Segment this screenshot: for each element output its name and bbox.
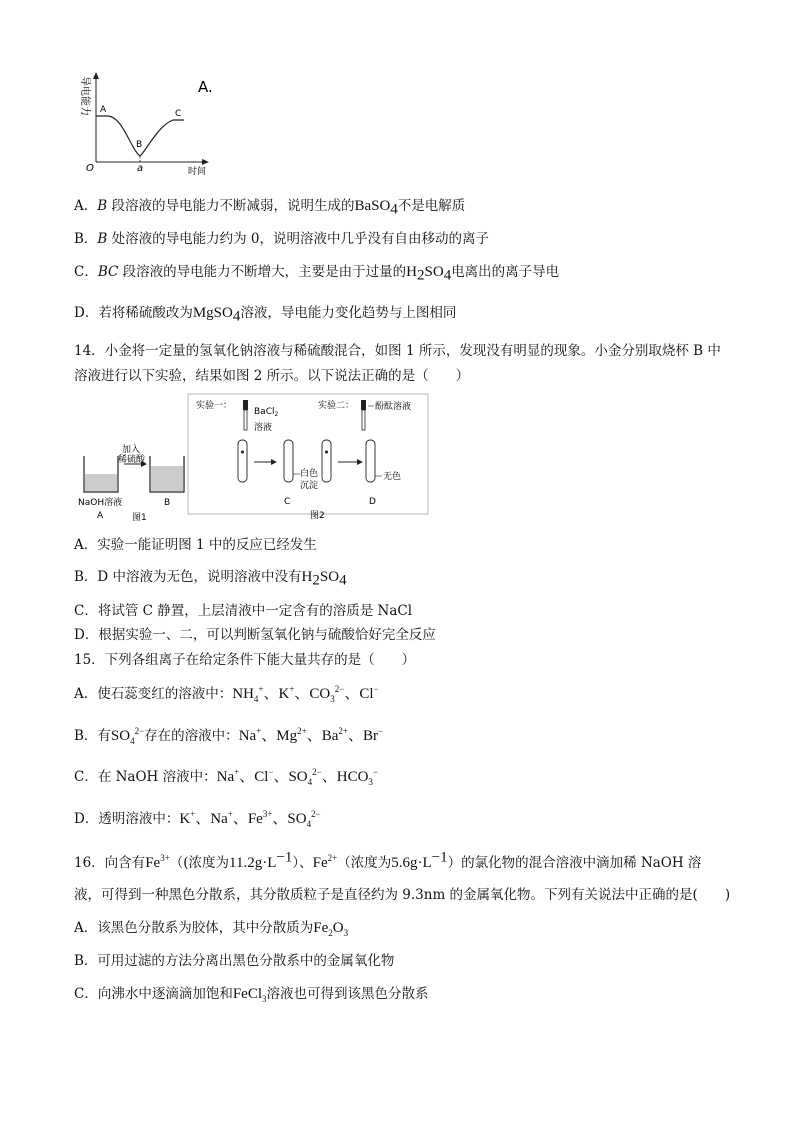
q15-option-d[interactable]: D．透明溶液中：K+、Na+、$Fe^{3+}$、$SO_4^{2-}$ <box>74 809 321 829</box>
beaker-a-label: A <box>97 511 104 521</box>
q15-option-a[interactable]: A．使石蕊变红的溶液中：$NH_4^+$、K+、$CO_3^{2-}$、Cl− <box>74 684 379 704</box>
bacl2-label: BaCl$_2$ <box>254 407 279 418</box>
tube-d-label: D <box>369 497 376 507</box>
beaker-b-label: B <box>164 498 171 508</box>
q14-stem-line1: 14．小金将一定量的氢氧化钠溶液与稀硫酸混合，如图 1 所示，发现没有明显的现象。小金分别取烧杯 B 中 <box>74 343 721 359</box>
x-axis-label: 时间 <box>188 167 207 177</box>
fig2-label: 图2 <box>310 511 325 521</box>
colorless-label: 无色 <box>383 472 402 482</box>
q14-option-c[interactable]: C．将试管 C 静置，上层清液中一定含有的溶质是 NaCl <box>74 603 413 619</box>
q16-option-a[interactable]: A．该黑色分散系为胶体，其中分散质为$Fe_2O_3$ <box>74 920 349 938</box>
graph-label: A. <box>198 78 213 96</box>
conductivity-graph <box>78 70 238 185</box>
q13-option-b[interactable]: B．B 处溶液的导电能力约为 0，说明溶液中几乎没有自由移动的离子 <box>74 231 490 247</box>
q14-figure <box>78 392 438 522</box>
fig1-label: 图1 <box>132 513 147 522</box>
naoh-label: NaOH溶液 <box>78 498 123 508</box>
q13-option-d[interactable]: D．若将稀硫酸改为MgSO$_4$溶液，导电能力变化趋势与上图相同 <box>74 305 457 325</box>
white-label: 白色 <box>300 469 319 479</box>
x-mark-label: a <box>137 163 144 174</box>
point-b: B <box>136 140 143 150</box>
precipitate-label: 沉淀 <box>300 481 319 491</box>
q16-option-c[interactable]: C．向沸水中逐滴滴加饱和FeCl$_3$溶液也可得到该黑色分散系 <box>74 986 429 1004</box>
q15-option-c[interactable]: C．在 NaOH 溶液中：Na+、Cl−、$SO_4^{2-}$、$HCO_3^-$ <box>74 767 378 787</box>
q14-stem-line2: 溶液进行以下实验，结果如图 2 所示。以下说法正确的是（ ） <box>74 368 470 384</box>
q16-option-b[interactable]: B．可用过滤的方法分离出黑色分散系中的金属氧化物 <box>74 953 395 969</box>
phenol-label: 酚酞溶液 <box>375 402 412 412</box>
q14-option-d[interactable]: D．根据实验一、二，可以判断氢氧化钠与硫酸恰好完全反应 <box>74 627 436 643</box>
bacl2-solution-label: 溶液 <box>254 423 273 433</box>
acid-label: 稀硫酸 <box>118 455 146 465</box>
tube-c-label: C <box>284 497 291 507</box>
y-axis-label: 导电能力 <box>79 76 90 116</box>
point-a: A <box>100 105 107 115</box>
add-label: 加入 <box>122 445 141 455</box>
origin-label: O <box>86 163 94 174</box>
q13-option-a[interactable]: A．B 段溶液的导电能力不断减弱，说明生成的BaSO$_4$不是电解质 <box>74 198 466 218</box>
q13-option-c[interactable]: C．BC 段溶液的导电能力不断增大，主要是由于过量的$H_2SO_4$电离出的离子导电 <box>74 264 560 284</box>
q14-option-a[interactable]: A．实验一能证明图 1 中的反应已经发生 <box>74 537 317 553</box>
exp2-label: 实验二： <box>318 401 355 411</box>
q15-stem: 15．下列各组离子在给定条件下能大量共存的是（ ） <box>74 652 416 668</box>
q16-stem-line2: 液，可得到一种黑色分散系，其分散质粒子是直径约为 9.3nm 的金属氧化物。下列有关说法中正确的是( ) <box>74 887 731 903</box>
q15-option-b[interactable]: B．有$SO_4^{2-}$存在的溶液中：Na+、$Mg^{2+}$、$Ba^{2+}$、Br− <box>74 726 384 746</box>
point-c: C <box>175 109 182 119</box>
q16-stem-line1: 16．向含有$Fe^{3+}$（(浓度为$11.2g\cdot L^{-1}$）、$Fe^{2+}$（浓度为$5.6g\cdot L^{-1}$）的氯化物的混合溶液中滴加稀 NaOH 溶 <box>74 849 702 871</box>
q14-option-b[interactable]: B．D 中溶液为无色，说明溶液中没有$H_2SO_4$ <box>74 569 347 589</box>
exp1-label: 实验一： <box>196 401 233 411</box>
